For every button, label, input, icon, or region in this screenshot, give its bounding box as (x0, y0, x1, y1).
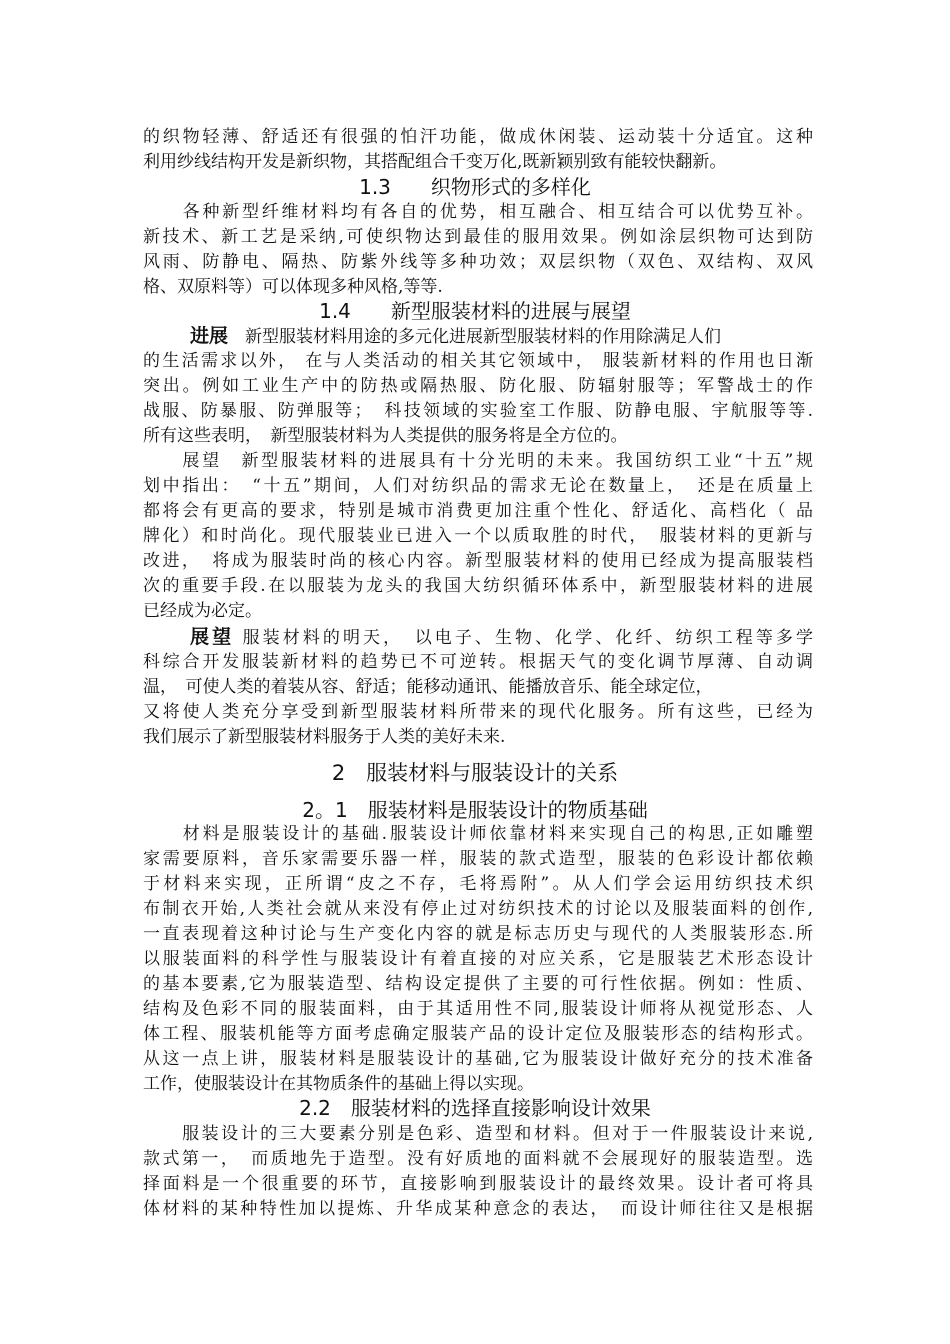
paragraph-line (190, 325, 813, 349)
paragraph-line: 都将会有更高的要求，特别是城市消费更加注重个性化、舒适化、高档化（ 品 (143, 501, 813, 521)
paragraph-line: 战服、防暴服、防弹服等； 科技领域的实验室工作服、防静电服、宇航服等等. (143, 401, 813, 421)
paragraph-line: 各种新型纤维材料均有各自的优势，相互融合、相互结合可以优势互补。 (143, 202, 813, 222)
section-heading-2-1: 2。1 服装材料是服装设计的物质基础 (302, 798, 648, 822)
chapter-heading-2: 2 服装材料与服装设计的关系 (331, 761, 619, 785)
paragraph-line: 所有这些表明， 新型服装材料为人类提供的服务将是全方位的。 (143, 426, 628, 446)
paragraph-line: 又将使人类充分享受到新型服装材料所带来的现代化服务。所有这些，已经为 (143, 702, 813, 722)
lead-term: 进展 (190, 325, 229, 347)
paragraph-line: 择面料是一个很重要的环节，直接影响到服装设计的最终效果。设计者可将具 (143, 1174, 813, 1194)
paragraph-line: 布制衣开始,人类社会就从来没有停止过对纺织技术的讨论以及服装面料的创作, (143, 899, 813, 919)
paragraph-line: 改进， 将成为服装时尚的核心内容。新型服装材料的使用已经成为提高服装档 (143, 551, 813, 571)
lead-term: 展望 (190, 626, 235, 648)
paragraph-line: 牌化）和时尚化。现代服装业已进入一个以质取胜的时代， 服装材料的更新与 (143, 526, 813, 546)
paragraph-line: 温， 可使人类的着装从容、舒适；能移动通讯、能播放音乐、能全球定位， (143, 677, 713, 697)
paragraph-line: 的基本要素,它为服装造型、结构设定提供了主要的可行性依据。例如：性质、 (143, 974, 813, 994)
paragraph-line: 利用纱线结构开发是新织物，其搭配组合千变万化,既新颖别致有能较快翻新。 (143, 152, 727, 172)
paragraph-line: 突出。例如工业生产中的防热或隔热服、防化服、防辐射服等；军警战士的作 (143, 376, 813, 396)
paragraph-line: 我们展示了新型服装材料服务于人类的美好未来. (143, 727, 506, 747)
paragraph-line: 一直表现着这种讨论与生产变化内容的就是标志历史与现代的人类服装形态.所 (143, 924, 813, 944)
paragraph-line: 科综合开发服装新材料的趋势已不可逆转。根据天气的变化调节厚薄、自动调 (143, 652, 813, 672)
paragraph-line: 于材料来实现，正所谓“皮之不存，毛将焉附”。从人们学会运用纺织技术织 (143, 874, 813, 894)
paragraph-line: 款式第一， 而质地先于造型。没有好质地的面料就不会展现好的服装造型。选 (143, 1149, 813, 1169)
paragraph-line: 的织物轻薄、舒适还有很强的怕汗功能，做成休闲装、运动装十分适宜。这种 (143, 127, 813, 147)
paragraph-text: 服装材料的明天， 以电子、生物、化学、化纤、纺织工程等多学 (234, 628, 813, 648)
paragraph-line: 格、双原料等）可以体现多种风格,等等. (143, 277, 443, 297)
paragraph-line: 材料是服装设计的基础.服装设计师依靠材料来实现自己的构思,正如雕塑 (143, 824, 813, 844)
section-heading-1-4: 1.4 新型服装材料的进展与展望 (319, 299, 631, 323)
paragraph-line: 以服装面料的科学性与服装设计有着直接的对应关系，它是服装艺术形态设计 (143, 949, 813, 969)
paragraph-line: 划中指出： “十五”期间，人们对纺织品的需求无论在数量上， 还是在质量上 (143, 476, 813, 496)
paragraph-line: 新技术、新工艺是采纳,可使织物达到最佳的服用效果。例如涂层织物可达到防 (143, 227, 813, 247)
paragraph-line: 服装设计的三大要素分别是色彩、造型和材料。但对于一件服装设计来说, (143, 1124, 813, 1144)
section-heading-2-2: 2.2 服装材料的选择直接影响设计效果 (299, 1096, 651, 1120)
paragraph-line: 结构及色彩不同的服装面料，由于其适用性不同,服装设计师将从视觉形态、人 (143, 999, 813, 1019)
paragraph-line (190, 626, 813, 650)
paragraph-line: 的生活需求以外， 在与人类活动的相关其它领域中， 服装新材料的作用也日渐 (143, 351, 813, 371)
section-heading-1-3: 1.3 织物形式的多样化 (359, 175, 591, 199)
paragraph-line: 风雨、防静电、隔热、防紫外线等多种功效；双层织物（双色、双结构、双风 (143, 252, 813, 272)
paragraph-line: 已经成为必定。 (143, 601, 262, 621)
paragraph-line: 家需要原料，音乐家需要乐器一样，服装的款式造型，服装的色彩设计都依赖 (143, 849, 813, 869)
paragraph-line: 展望 新型服装材料的进展具有十分光明的未来。我国纺织工业“十五”规 (143, 451, 813, 471)
paragraph-line: 体材料的某种特性加以提炼、升华成某种意念的表达， 而设计师往往又是根据 (143, 1199, 813, 1219)
paragraph-line: 次的重要手段.在以服装为龙头的我国大纺织循环体系中，新型服装材料的进展 (143, 576, 813, 596)
paragraph-line: 体工程、服装机能等方面考虑确定服装产品的设计定位及服装形态的结构形式。 (143, 1024, 813, 1044)
paragraph-line: 从这一点上讲，服装材料是服装设计的基础,它为服装设计做好充分的技术准备 (143, 1049, 813, 1069)
paragraph-line: 工作，使服装设计在其物质条件的基础上得以实现。 (143, 1074, 534, 1094)
paragraph-text: 新型服装材料用途的多元化进展新型服装材料的作用除满足人们 (228, 327, 722, 347)
